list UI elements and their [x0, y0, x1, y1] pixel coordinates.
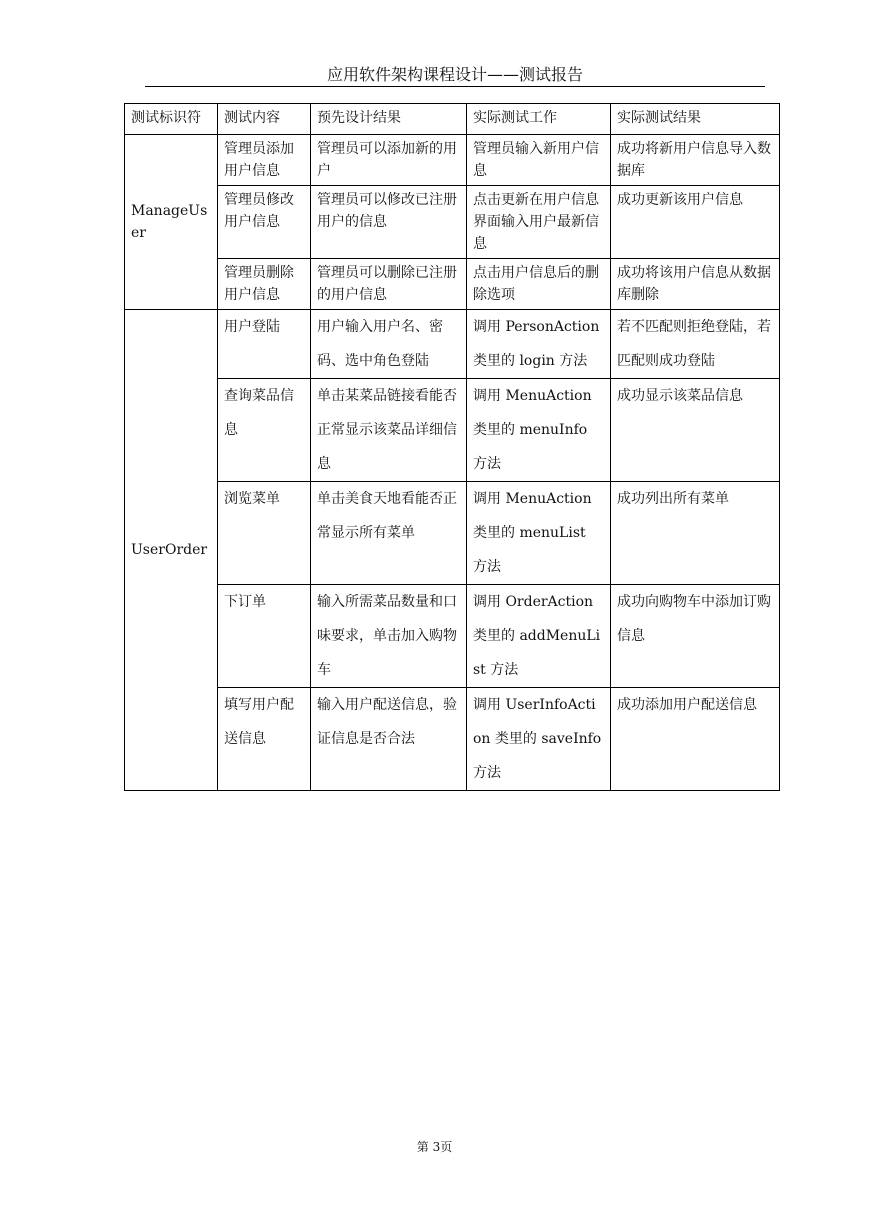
header-rule — [145, 86, 765, 87]
expected-result-cell: 单击某菜品链接看能否正常显示该菜品详细信息 — [311, 379, 467, 482]
test-identifier-cell: UserOrder — [125, 310, 218, 791]
actual-result-cell: 成功列出所有菜单 — [611, 482, 780, 585]
table-row — [125, 186, 780, 259]
test-work-cell: 调用 MenuAction 类里的 menuInfo 方法 — [467, 379, 611, 482]
table-row — [125, 688, 780, 791]
test-content-cell: 管理员删除用户信息 — [218, 259, 311, 310]
test-work-cell: 调用 PersonAction 类里的 login 方法 — [467, 310, 611, 379]
test-identifier-cell: ManageUser — [125, 135, 218, 310]
page-number: 第 3页 — [416, 1140, 453, 1154]
test-content-cell: 浏览菜单 — [218, 482, 311, 585]
test-work-cell: 调用 UserInfoAction 类里的 saveInfo 方法 — [467, 688, 611, 791]
actual-result-cell: 成功显示该菜品信息 — [611, 379, 780, 482]
test-content-cell: 填写用户配送信息 — [218, 688, 311, 791]
page-header-title: 应用软件架构课程设计——测试报告 — [326, 65, 583, 84]
table-row — [125, 585, 780, 688]
test-work-cell: 调用 OrderAction 类里的 addMenuList 方法 — [467, 585, 611, 688]
test-work-cell: 调用 MenuAction 类里的 menuList 方法 — [467, 482, 611, 585]
actual-result-cell: 成功向购物车中添加订购信息 — [611, 585, 780, 688]
table-row — [125, 135, 780, 186]
column-header: 实际测试结果 — [611, 104, 780, 135]
test-report-table — [124, 103, 780, 791]
column-header: 实际测试工作 — [467, 104, 611, 135]
column-header: 测试标识符 — [125, 104, 218, 135]
expected-result-cell: 管理员可以修改已注册用户的信息 — [311, 186, 467, 259]
table-row — [125, 379, 780, 482]
table-header-row — [125, 104, 780, 135]
actual-result-cell: 若不匹配则拒绝登陆，若匹配则成功登陆 — [611, 310, 780, 379]
expected-result-cell: 管理员可以添加新的用户 — [311, 135, 467, 186]
table-row — [125, 482, 780, 585]
column-header: 预先设计结果 — [311, 104, 467, 135]
actual-result-cell: 成功更新该用户信息 — [611, 186, 780, 259]
expected-result-cell: 管理员可以删除已注册的用户信息 — [311, 259, 467, 310]
column-header: 测试内容 — [218, 104, 311, 135]
test-content-cell: 查询菜品信息 — [218, 379, 311, 482]
actual-result-cell: 成功将该用户信息从数据库删除 — [611, 259, 780, 310]
table-row — [125, 310, 780, 379]
table-row — [125, 259, 780, 310]
expected-result-cell: 单击美食天地看能否正常显示所有菜单 — [311, 482, 467, 585]
test-work-cell: 管理员输入新用户信息 — [467, 135, 611, 186]
actual-result-cell: 成功将新用户信息导入数据库 — [611, 135, 780, 186]
expected-result-cell: 输入所需菜品数量和口味要求，单击加入购物车 — [311, 585, 467, 688]
test-work-cell: 点击更新在用户信息界面输入用户最新信息 — [467, 186, 611, 259]
actual-result-cell: 成功添加用户配送信息 — [611, 688, 780, 791]
test-content-cell: 下订单 — [218, 585, 311, 688]
test-content-cell: 管理员修改用户信息 — [218, 186, 311, 259]
test-content-cell: 管理员添加用户信息 — [218, 135, 311, 186]
test-work-cell: 点击用户信息后的删除选项 — [467, 259, 611, 310]
expected-result-cell: 用户输入用户名、密码、选中角色登陆 — [311, 310, 467, 379]
expected-result-cell: 输入用户配送信息，验证信息是否合法 — [311, 688, 467, 791]
test-content-cell: 用户登陆 — [218, 310, 311, 379]
